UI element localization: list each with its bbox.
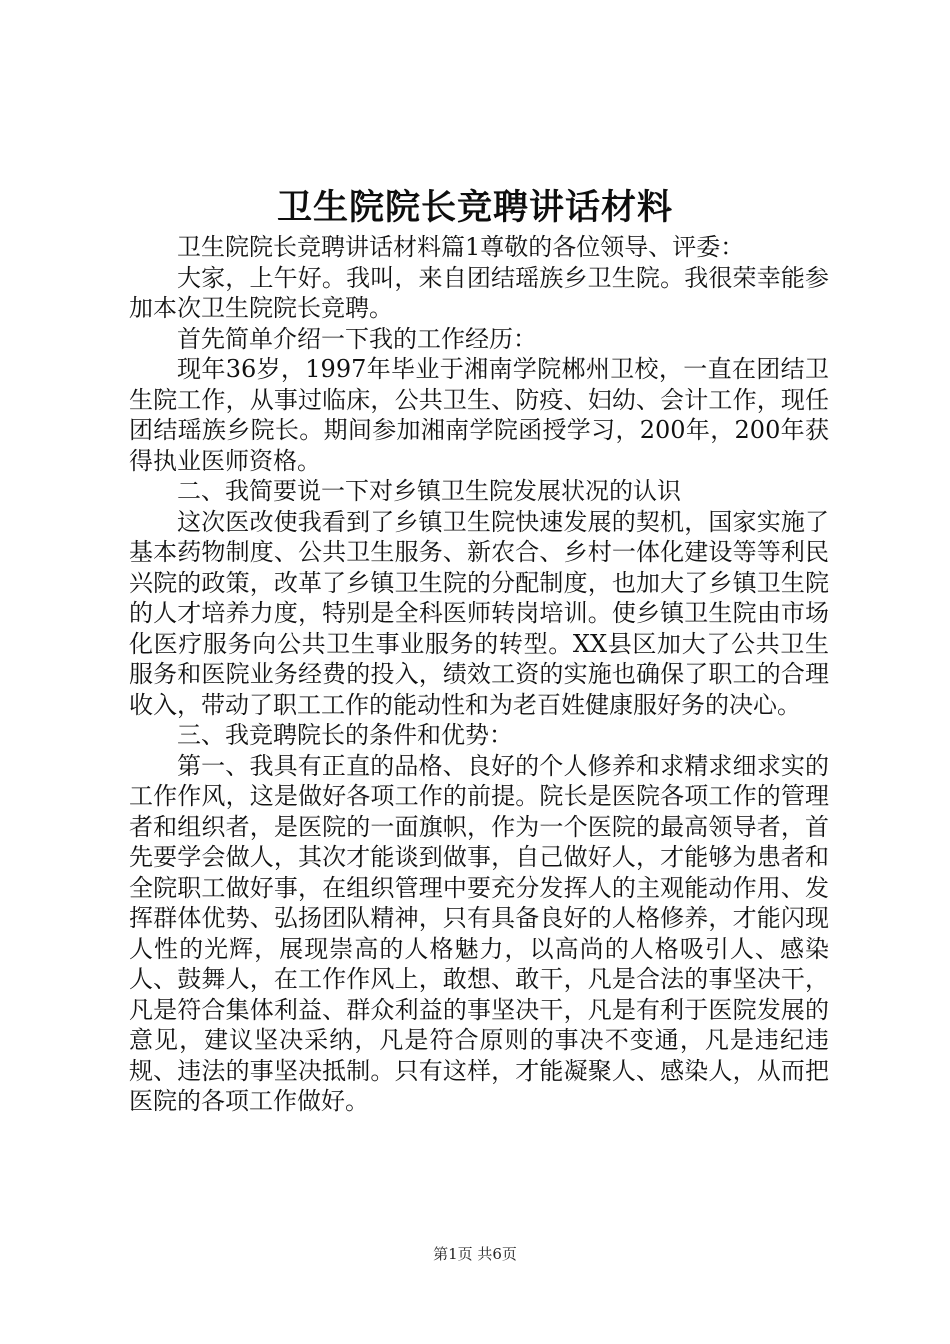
paragraph-intro-heading: 首先简单介绍一下我的工作经历： (177, 324, 537, 353)
paragraph-salutation: 卫生院院长竞聘讲话材料篇1尊敬的各位领导、评委： (177, 233, 745, 261)
section-heading-3: 三、我竞聘院长的条件和优势： (177, 721, 513, 749)
page-number: 第1页 共6页 (433, 1245, 517, 1263)
document-body (129, 232, 829, 1117)
section-heading-2: 二、我简要说一下对乡镇卫生院发展状况的认识 (177, 477, 681, 505)
paragraph-greeting: 大家，上午好。我叫，来自团结瑶族乡卫生院。我很荣幸能参加本次卫生院院长竞聘。 (129, 263, 829, 322)
paragraph-reform: 这次医改使我看到了乡镇卫生院快速发展的契机，国家实施了基本药物制度、公共卫生服务、新农合、乡村一体化建设等等利民兴院的政策，改革了乡镇卫生院的分配制度，也加大了乡镇卫生院的人才培养力度，特别是全科医师转岗培训。使乡镇卫生院由市场化医疗服务向公共卫生事业服务的转型。XX县区加大了公共卫生服务和医院业务经费的投入，绩效工资的实施也确保了职工的合理收入，带动了职工工作的能动性和为老百姓健康服好务的决心。 (129, 507, 829, 719)
paragraph-qualifications: 第一、我具有正直的品格、良好的个人修养和求精求细求实的工作作风，这是做好各项工作的前提。院长是医院各项工作的管理者和组织者，是医院的一面旗帜，作为一个医院的最高领导者，首先要学会做人，其次才能谈到做事，自己做好人，才能够为患者和全院职工做好事，在组织管理中要充分发挥人的主观能动作用、发挥群体优势、弘扬团队精神，只有具备良好的人格修养，才能闪现人性的光辉，展现崇高的人格魅力，以高尚的人格吸引人、感染人、鼓舞人，在工作作风上，敢想、敢干，凡是合法的事坚决干，凡是符合集体利益、群众利益的事坚决干，凡是有利于医院发展的意见，建议坚决采纳，凡是符合原则的事决不变通，凡是违纪违规、违法的事坚决抵制。只有这样，才能凝聚人、感染人，从而把医院的各项工作做好。 (129, 751, 829, 1115)
paragraph-work-history: 现年36岁，1997年毕业于湘南学院郴州卫校，一直在团结卫生院工作，从事过临床，公共卫生、防疫、妇幼、会计工作，现任团结瑶族乡院长。期间参加湘南学院函授学习，200年，200年获得执业医师资格。 (129, 355, 829, 475)
document-title: 卫生院院长竞聘讲话材料 (276, 187, 673, 228)
